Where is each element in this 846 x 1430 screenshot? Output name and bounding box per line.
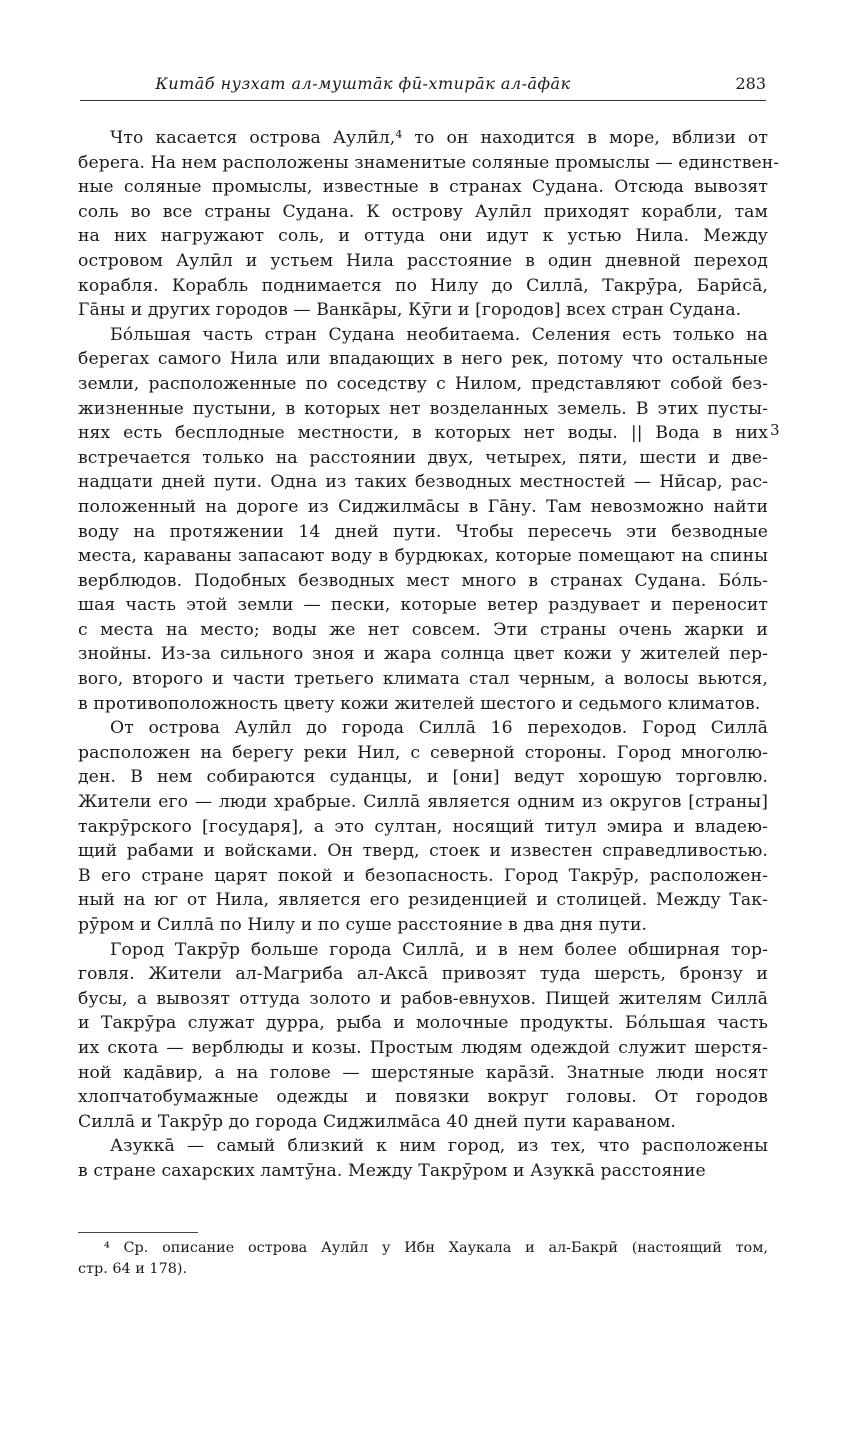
footnote-rule: [78, 1232, 198, 1233]
text-line: знойны. Из-за сильного зноя и жара солнца цвет кожи у жителей пер-: [78, 644, 768, 665]
text-line: ден. В нем собираются суданцы, и [они] ведут хорошую торговлю.: [78, 767, 768, 788]
text-line: говля. Жители ал-Магриба ал-Аксā привозят туда шерсть, бронзу и: [78, 964, 768, 985]
text-line: Силлā и Такрӯр до города Сиджилмāса 40 дней пути караваном.: [78, 1111, 676, 1132]
text-line: ный на юг от Нила, является его резиденцией и столицей. Между Так-: [78, 890, 768, 911]
text-line: надцати дней пути. Одна из таких безводных местностей — Нӣсар, рас-: [78, 472, 768, 493]
text-line: такрӯрского [государя], а это султан, носящий титул эмира и владею-: [78, 816, 768, 837]
text-line: вого, второго и части третьего климата стал черным, а волосы вьются,: [78, 669, 768, 690]
text-line: места, караваны запасают воду в бурдюках, которые помещают на спины: [78, 546, 768, 567]
text-line: Гāны и других городов — Ванкāры, Кӯги и [городов] всех стран Судана.: [78, 300, 742, 321]
text-line: хлопчатобумажные одежды и повязки вокруг головы. От городов: [78, 1087, 768, 1108]
text-line: В его стране царят покой и безопасность. Город Такрӯр, расположен-: [78, 865, 768, 886]
text-line: Город Такрӯр больше города Силлā, и в нем более обширная тор-: [110, 939, 768, 960]
text-line: с места на место; воды же нет совсем. Эти страны очень жарки и: [78, 619, 768, 640]
paragraph: [78, 1134, 768, 1183]
text-line: берега. На нем расположены знаменитые соляные промыслы — единствен-: [78, 152, 780, 173]
text-line: на них нагружают соль, и оттуда они идут к устью Нила. Между: [78, 226, 768, 247]
body-text: [78, 126, 780, 1184]
text-line: бусы, а вывозят оттуда золото и рабов-евнухов. Пищей жителям Силлā: [78, 988, 768, 1009]
paragraph: [78, 323, 768, 717]
text-line: земли, расположенные по соседству с Нилом, представляют собой без-: [78, 373, 768, 394]
text-line: рӯром и Силлā по Нилу и по суше расстояние в два дня пути.: [78, 915, 648, 935]
text-line: берегах самого Нила или впадающих в него рек, потому что остальные: [78, 349, 768, 370]
page-number: 283: [735, 74, 766, 93]
text-line: встречается только на расстоянии двух, четырех, пяти, шести и две-: [78, 447, 768, 468]
text-line: Жители его — люди храбрые. Силлā является одним из округов [страны]: [78, 792, 768, 813]
text-line: Бо́льшая часть стран Судана необитаема. Селения есть только на: [110, 324, 768, 345]
text-line: От острова Аулӣл до города Силлā 16 переходов. Город Силлā: [110, 718, 768, 739]
footnote: [78, 1238, 768, 1280]
paragraph: [78, 938, 768, 1135]
text-line: Азуккā — самый близкий к ним город, из тех, что расположены: [110, 1136, 768, 1157]
text-line: верблюдов. Подобных безводных мест много в странах Судана. Бо́ль-: [78, 570, 768, 591]
text-line: шая часть этой земли — пески, которые ветер раздувает и переносит: [78, 595, 768, 616]
text-line: корабля. Корабль поднимается по Нилу до Силлā, Такрӯра, Барӣсā,: [78, 275, 768, 296]
footnote-line: стр. 64 и 178).: [78, 1261, 188, 1277]
text-line: их скота — верблюды и козы. Простым людям одеждой служит шерстя-: [78, 1037, 768, 1058]
running-head: [80, 74, 766, 101]
footnotes: [78, 1238, 768, 1280]
text-line: в стране сахарских ламтӯна. Между Такрӯром и Азуккā расстояние: [78, 1160, 706, 1181]
text-line: ные соляные промыслы, известные в странах Судана. Отсюда вывозят: [78, 177, 768, 198]
text-line: в противоположность цвету кожи жителей шестого и седьмого климатов.: [78, 693, 761, 714]
text-line: жизненные пустыни, в которых нет возделанных земель. В этих пусты-: [78, 398, 768, 419]
running-title: Китāб нузхат ал-муштāк фӣ-хтирāк ал-āфāк: [155, 74, 571, 93]
paragraph: [78, 716, 768, 937]
text-line: соль во все страны Судана. К острову Аулӣл приходят корабли, там: [78, 201, 768, 222]
footnote-line: ⁴ Ср. описание острова Аулӣл у Ибн Хаукала и ал-Бакрӣ (настоящий том,: [104, 1240, 768, 1256]
text-line: расположен на берегу реки Нил, с северной стороны. Город многолю-: [78, 742, 768, 763]
text-line: и Такрӯра служат дурра, рыба и молочные продукты. Бо́льшая часть: [78, 1013, 768, 1034]
text-line: положенный на дороге из Сиджилмāсы в Гāну. Там невозможно найти: [78, 496, 768, 517]
paragraph: [78, 126, 780, 323]
margin-line-number: 3: [770, 421, 780, 440]
text-line: нях есть бесплодные местности, в которых нет воды. || Вода в них: [78, 423, 768, 444]
text-line: ной кадāвир, а на голове — шерстяные карāзӣ. Знатные люди носят: [78, 1062, 768, 1083]
text-line: Что касается острова Аулӣл,⁴ то он находится в море, вблизи от: [110, 128, 768, 148]
text-line: островом Аулӣл и устьем Нила расстояние в один дневной переход: [78, 250, 768, 271]
text-line: щий рабами и войсками. Он тверд, стоек и известен справедливостью.: [78, 841, 768, 862]
text-line: воду на протяжении 14 дней пути. Чтобы пересечь эти безводные: [78, 521, 768, 542]
